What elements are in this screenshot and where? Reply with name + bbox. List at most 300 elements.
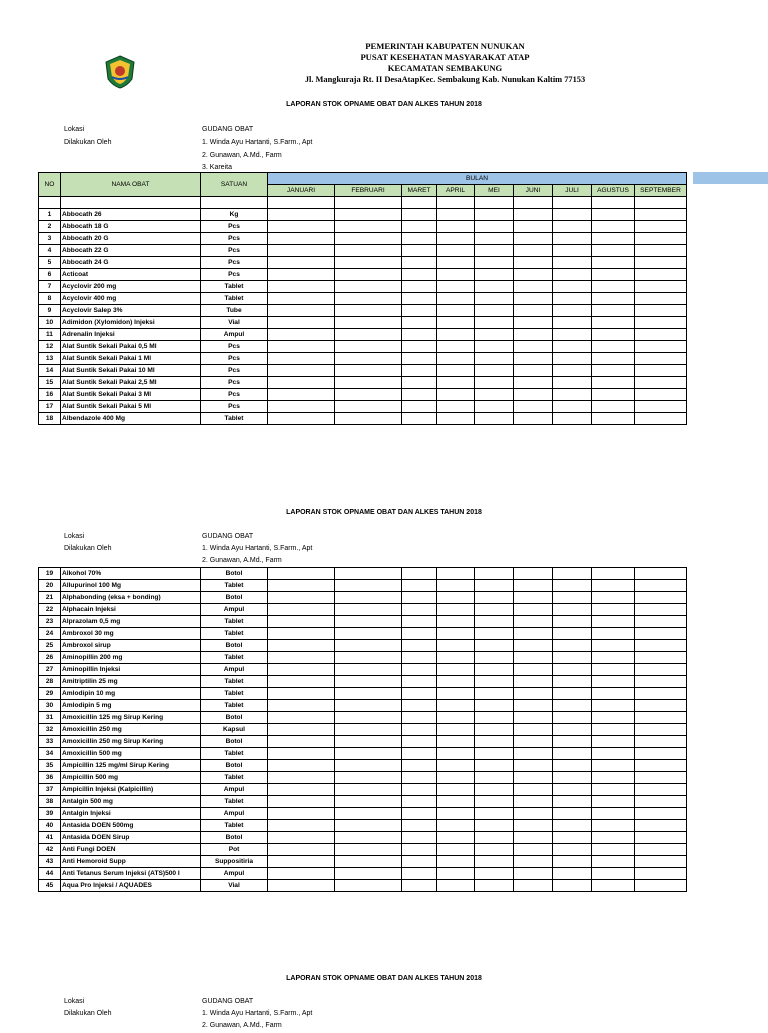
table-row — [39, 688, 687, 700]
month-stock-cell — [592, 772, 635, 784]
drug-unit: Tablet — [201, 820, 268, 832]
month-stock-cell — [402, 664, 437, 676]
month-stock-cell — [553, 820, 592, 832]
drug-name: Aminopillin 200 mg — [61, 652, 201, 664]
month-stock-cell — [437, 281, 475, 293]
col-month: JULI — [553, 185, 592, 197]
month-stock-cell — [592, 844, 635, 856]
drug-unit: Ampul — [201, 329, 268, 341]
table-row — [39, 772, 687, 784]
table-row — [39, 329, 687, 341]
month-stock-cell — [475, 856, 514, 868]
month-stock-cell — [335, 257, 402, 269]
table-row — [39, 652, 687, 664]
month-stock-cell — [553, 245, 592, 257]
month-stock-cell — [268, 580, 335, 592]
month-stock-cell — [592, 353, 635, 365]
month-stock-cell — [635, 784, 687, 796]
month-stock-cell — [553, 317, 592, 329]
month-stock-cell — [635, 772, 687, 784]
month-stock-cell — [553, 688, 592, 700]
month-stock-cell — [553, 293, 592, 305]
month-stock-cell — [553, 305, 592, 317]
month-stock-cell — [402, 269, 437, 281]
month-stock-cell — [475, 808, 514, 820]
month-stock-cell — [437, 796, 475, 808]
month-stock-cell — [635, 293, 687, 305]
month-stock-cell — [268, 676, 335, 688]
month-stock-cell — [437, 317, 475, 329]
letterhead — [270, 41, 620, 85]
month-stock-cell — [635, 736, 687, 748]
blank-cell — [592, 197, 635, 209]
person-2: 2. Gunawan, A.Md., Farm — [202, 151, 282, 159]
month-stock-cell — [635, 413, 687, 425]
letterhead-line-1: PEMERINTAH KABUPATEN NUNUKAN — [365, 41, 525, 51]
month-stock-cell — [553, 772, 592, 784]
table-row — [39, 784, 687, 796]
drug-unit: Ampul — [201, 784, 268, 796]
month-stock-cell — [635, 820, 687, 832]
drug-unit: Kg — [201, 209, 268, 221]
month-stock-cell — [335, 724, 402, 736]
month-stock-cell — [475, 305, 514, 317]
month-stock-cell — [402, 748, 437, 760]
row-number: 38 — [39, 796, 61, 808]
month-stock-cell — [514, 808, 553, 820]
month-stock-cell — [402, 329, 437, 341]
month-stock-cell — [402, 413, 437, 425]
col-no: NO — [39, 173, 61, 197]
month-stock-cell — [635, 329, 687, 341]
month-stock-cell — [437, 365, 475, 377]
month-stock-cell — [335, 245, 402, 257]
drug-unit: Tablet — [201, 628, 268, 640]
month-stock-cell — [592, 568, 635, 580]
drug-unit: Tube — [201, 305, 268, 317]
month-stock-cell — [553, 748, 592, 760]
row-number: 14 — [39, 365, 61, 377]
month-stock-cell — [475, 281, 514, 293]
month-stock-cell — [402, 317, 437, 329]
month-stock-cell — [635, 257, 687, 269]
month-stock-cell — [437, 676, 475, 688]
month-stock-cell — [592, 580, 635, 592]
month-stock-cell — [635, 856, 687, 868]
month-stock-cell — [514, 772, 553, 784]
month-stock-cell — [592, 317, 635, 329]
drug-unit: Vial — [201, 880, 268, 892]
drug-name: Amoxicillin 125 mg Sirup Kering — [61, 712, 201, 724]
drug-name: Acyclovir 200 mg — [61, 281, 201, 293]
blank-cell — [514, 197, 553, 209]
month-stock-cell — [437, 233, 475, 245]
drug-unit: Pcs — [201, 221, 268, 233]
drug-unit: Pcs — [201, 377, 268, 389]
drug-name: Alphacain Injeksi — [61, 604, 201, 616]
month-stock-cell — [268, 664, 335, 676]
month-stock-cell — [475, 377, 514, 389]
blank-cell — [61, 197, 201, 209]
month-stock-cell — [475, 700, 514, 712]
month-stock-cell — [268, 868, 335, 880]
month-stock-cell — [635, 844, 687, 856]
lokasi-value: GUDANG OBAT — [202, 126, 254, 133]
table-row — [39, 640, 687, 652]
drug-name: Aminopillin Injeksi — [61, 664, 201, 676]
month-stock-cell — [402, 772, 437, 784]
drug-name: Alkohol 70% — [61, 568, 201, 580]
month-stock-cell — [268, 257, 335, 269]
drug-unit: Tablet — [201, 616, 268, 628]
month-stock-cell — [553, 880, 592, 892]
month-stock-cell — [268, 401, 335, 413]
month-stock-cell — [437, 413, 475, 425]
month-stock-cell — [514, 353, 553, 365]
person-3: 3. Kareita — [202, 164, 232, 172]
month-stock-cell — [592, 652, 635, 664]
table-row — [39, 760, 687, 772]
month-stock-cell — [553, 377, 592, 389]
drug-unit: Pot — [201, 844, 268, 856]
month-stock-cell — [592, 281, 635, 293]
month-stock-cell — [335, 616, 402, 628]
month-stock-cell — [437, 377, 475, 389]
month-stock-cell — [268, 245, 335, 257]
month-stock-cell — [514, 233, 553, 245]
month-stock-cell — [475, 221, 514, 233]
month-stock-cell — [592, 820, 635, 832]
drug-name: Amlodipin 5 mg — [61, 700, 201, 712]
month-stock-cell — [268, 293, 335, 305]
blank-cell — [335, 197, 402, 209]
month-stock-cell — [514, 664, 553, 676]
month-stock-cell — [635, 760, 687, 772]
row-number: 29 — [39, 688, 61, 700]
col-bulan: BULAN — [268, 173, 687, 185]
month-stock-cell — [514, 329, 553, 341]
month-stock-cell — [553, 592, 592, 604]
month-stock-cell — [402, 628, 437, 640]
row-number: 9 — [39, 305, 61, 317]
drug-name: Adrenalin Injeksi — [61, 329, 201, 341]
month-stock-cell — [592, 616, 635, 628]
month-stock-cell — [402, 712, 437, 724]
person-2-cut: 2. Gunawan, A.Md., Farm — [202, 1022, 282, 1030]
person-1: 1. Winda Ayu Hartanti, S.Farm., Apt — [202, 1010, 313, 1018]
month-stock-cell — [592, 664, 635, 676]
month-stock-cell — [437, 640, 475, 652]
table-row — [39, 712, 687, 724]
month-stock-cell — [592, 233, 635, 245]
drug-unit: Botol — [201, 568, 268, 580]
month-stock-cell — [268, 640, 335, 652]
letterhead-line-2: PUSAT KESEHATAN MASYARAKAT ATAP — [360, 52, 530, 62]
month-stock-cell — [635, 365, 687, 377]
month-stock-cell — [335, 365, 402, 377]
drug-unit: Pcs — [201, 389, 268, 401]
drug-name: Anti Hemoroid Supp — [61, 856, 201, 868]
table-row — [39, 269, 687, 281]
month-stock-cell — [592, 389, 635, 401]
month-stock-cell — [268, 616, 335, 628]
month-stock-cell — [335, 628, 402, 640]
month-stock-cell — [514, 796, 553, 808]
drug-name: Ampicillin Injeksi (Kalpicillin) — [61, 784, 201, 796]
month-stock-cell — [475, 353, 514, 365]
drug-unit: Tablet — [201, 413, 268, 425]
month-stock-cell — [475, 832, 514, 844]
month-stock-cell — [335, 760, 402, 772]
month-stock-cell — [335, 580, 402, 592]
month-stock-cell — [402, 209, 437, 221]
month-stock-cell — [475, 820, 514, 832]
month-stock-cell — [514, 245, 553, 257]
month-stock-cell — [553, 221, 592, 233]
month-stock-cell — [514, 748, 553, 760]
drug-unit: Botol — [201, 640, 268, 652]
drug-name: Alat Suntik Sekali Pakai 1 Ml — [61, 353, 201, 365]
month-stock-cell — [553, 353, 592, 365]
drug-unit: Tablet — [201, 700, 268, 712]
month-stock-cell — [402, 808, 437, 820]
month-stock-cell — [475, 616, 514, 628]
month-stock-cell — [402, 736, 437, 748]
month-stock-cell — [268, 592, 335, 604]
month-stock-cell — [268, 317, 335, 329]
row-number: 4 — [39, 245, 61, 257]
month-stock-cell — [335, 281, 402, 293]
drug-unit: Ampul — [201, 868, 268, 880]
month-stock-cell — [437, 772, 475, 784]
month-stock-cell — [475, 724, 514, 736]
drug-unit: Tablet — [201, 772, 268, 784]
drug-unit: Pcs — [201, 245, 268, 257]
drug-unit: Pcs — [201, 257, 268, 269]
drug-unit: Tablet — [201, 652, 268, 664]
month-stock-cell — [335, 568, 402, 580]
row-number: 25 — [39, 640, 61, 652]
drug-unit: Ampul — [201, 664, 268, 676]
month-stock-cell — [592, 221, 635, 233]
month-stock-cell — [268, 772, 335, 784]
month-stock-cell — [335, 748, 402, 760]
month-stock-cell — [514, 592, 553, 604]
month-stock-cell — [437, 628, 475, 640]
drug-name: Alat Suntik Sekali Pakai 0,5 Ml — [61, 341, 201, 353]
drug-name: Allupurinol 100 Mg — [61, 580, 201, 592]
month-stock-cell — [514, 365, 553, 377]
month-stock-cell — [635, 880, 687, 892]
row-number: 12 — [39, 341, 61, 353]
drug-unit: Tablet — [201, 281, 268, 293]
row-number: 2 — [39, 221, 61, 233]
drug-unit: Tablet — [201, 676, 268, 688]
month-stock-cell — [437, 580, 475, 592]
table-row — [39, 724, 687, 736]
blank-cell — [437, 197, 475, 209]
drug-unit: Botol — [201, 712, 268, 724]
row-number: 22 — [39, 604, 61, 616]
drug-unit: Botol — [201, 592, 268, 604]
month-stock-cell — [475, 329, 514, 341]
month-stock-cell — [635, 305, 687, 317]
month-stock-cell — [268, 628, 335, 640]
month-stock-cell — [268, 796, 335, 808]
row-number: 3 — [39, 233, 61, 245]
month-stock-cell — [268, 341, 335, 353]
drug-unit: Pcs — [201, 401, 268, 413]
month-stock-cell — [268, 365, 335, 377]
table-row — [39, 844, 687, 856]
row-number: 13 — [39, 353, 61, 365]
month-stock-cell — [514, 281, 553, 293]
month-stock-cell — [475, 317, 514, 329]
month-stock-cell — [514, 712, 553, 724]
month-stock-cell — [514, 784, 553, 796]
row-number: 18 — [39, 413, 61, 425]
drug-unit: Tablet — [201, 748, 268, 760]
month-stock-cell — [635, 616, 687, 628]
row-number: 24 — [39, 628, 61, 640]
lokasi-label: Lokasi — [64, 126, 85, 133]
drug-name: Amoxicillin 500 mg — [61, 748, 201, 760]
month-stock-cell — [402, 568, 437, 580]
month-stock-cell — [437, 832, 475, 844]
blank-cell — [201, 197, 268, 209]
month-stock-cell — [553, 269, 592, 281]
month-stock-cell — [475, 736, 514, 748]
month-stock-cell — [402, 257, 437, 269]
blank-cell — [39, 197, 61, 209]
month-stock-cell — [437, 868, 475, 880]
month-stock-cell — [437, 389, 475, 401]
drug-name: Alat Suntik Sekali Pakai 10 Ml — [61, 365, 201, 377]
month-stock-cell — [437, 329, 475, 341]
month-stock-cell — [268, 221, 335, 233]
drug-unit: Suppositiria — [201, 856, 268, 868]
month-stock-cell — [437, 856, 475, 868]
drug-name: Aqua Pro Injeksi / AQUADES — [61, 880, 201, 892]
table-row — [39, 580, 687, 592]
drug-name: Antasida DOEN Sirup — [61, 832, 201, 844]
row-number: 26 — [39, 652, 61, 664]
month-stock-cell — [402, 341, 437, 353]
month-stock-cell — [335, 820, 402, 832]
month-stock-cell — [268, 377, 335, 389]
month-stock-cell — [514, 293, 553, 305]
month-stock-cell — [514, 724, 553, 736]
drug-unit: Tablet — [201, 580, 268, 592]
month-stock-cell — [335, 269, 402, 281]
month-stock-cell — [514, 832, 553, 844]
month-stock-cell — [635, 401, 687, 413]
drug-unit: Pcs — [201, 233, 268, 245]
month-stock-cell — [635, 832, 687, 844]
month-stock-cell — [475, 592, 514, 604]
month-stock-cell — [553, 736, 592, 748]
month-stock-cell — [268, 856, 335, 868]
month-stock-cell — [268, 760, 335, 772]
table-row — [39, 353, 687, 365]
stock-table-1 — [38, 172, 687, 425]
blank-row — [39, 197, 687, 209]
month-stock-cell — [553, 341, 592, 353]
month-stock-cell — [335, 305, 402, 317]
month-stock-cell — [553, 844, 592, 856]
stock-table-2 — [38, 567, 687, 892]
month-stock-cell — [553, 868, 592, 880]
month-stock-cell — [268, 413, 335, 425]
month-stock-cell — [437, 748, 475, 760]
table-row — [39, 209, 687, 221]
month-stock-cell — [475, 628, 514, 640]
month-stock-cell — [437, 616, 475, 628]
month-stock-cell — [268, 844, 335, 856]
report-title-3: LAPORAN STOK OPNAME OBAT DAN ALKES TAHUN 2018 — [286, 975, 482, 982]
month-stock-cell — [475, 760, 514, 772]
month-stock-cell — [553, 724, 592, 736]
month-stock-cell — [402, 221, 437, 233]
table-row — [39, 365, 687, 377]
month-stock-cell — [402, 676, 437, 688]
drug-name: Ampicillin 125 mg/ml Sirup Kering — [61, 760, 201, 772]
letterhead-address: Jl. Mangkuraja Rt. II DesaAtapKec. Sembakung Kab. Nunukan Kaltim 77153 — [304, 75, 586, 84]
drug-unit: Tablet — [201, 796, 268, 808]
drug-name: Alat Suntik Sekali Pakai 5 Ml — [61, 401, 201, 413]
month-stock-cell — [475, 580, 514, 592]
month-stock-cell — [402, 724, 437, 736]
table-row — [39, 604, 687, 616]
month-stock-cell — [592, 724, 635, 736]
month-stock-cell — [635, 592, 687, 604]
month-stock-cell — [514, 269, 553, 281]
table-row — [39, 341, 687, 353]
month-stock-cell — [402, 293, 437, 305]
month-stock-cell — [402, 353, 437, 365]
month-stock-cell — [635, 580, 687, 592]
month-stock-cell — [635, 281, 687, 293]
month-stock-cell — [475, 401, 514, 413]
row-number: 23 — [39, 616, 61, 628]
month-stock-cell — [475, 664, 514, 676]
month-stock-cell — [514, 317, 553, 329]
month-stock-cell — [335, 700, 402, 712]
month-stock-cell — [553, 856, 592, 868]
month-stock-cell — [335, 317, 402, 329]
month-stock-cell — [635, 676, 687, 688]
month-stock-cell — [475, 257, 514, 269]
month-stock-cell — [475, 676, 514, 688]
table-row — [39, 317, 687, 329]
table-row — [39, 820, 687, 832]
drug-unit: Vial — [201, 317, 268, 329]
month-stock-cell — [402, 760, 437, 772]
month-stock-cell — [335, 880, 402, 892]
month-stock-cell — [402, 856, 437, 868]
row-number: 35 — [39, 760, 61, 772]
month-stock-cell — [553, 628, 592, 640]
month-stock-cell — [437, 712, 475, 724]
drug-name: Antalgin Injeksi — [61, 808, 201, 820]
month-stock-cell — [635, 664, 687, 676]
month-stock-cell — [335, 640, 402, 652]
month-stock-cell — [475, 245, 514, 257]
month-stock-cell — [553, 784, 592, 796]
table-row — [39, 401, 687, 413]
row-number: 8 — [39, 293, 61, 305]
month-stock-cell — [635, 377, 687, 389]
